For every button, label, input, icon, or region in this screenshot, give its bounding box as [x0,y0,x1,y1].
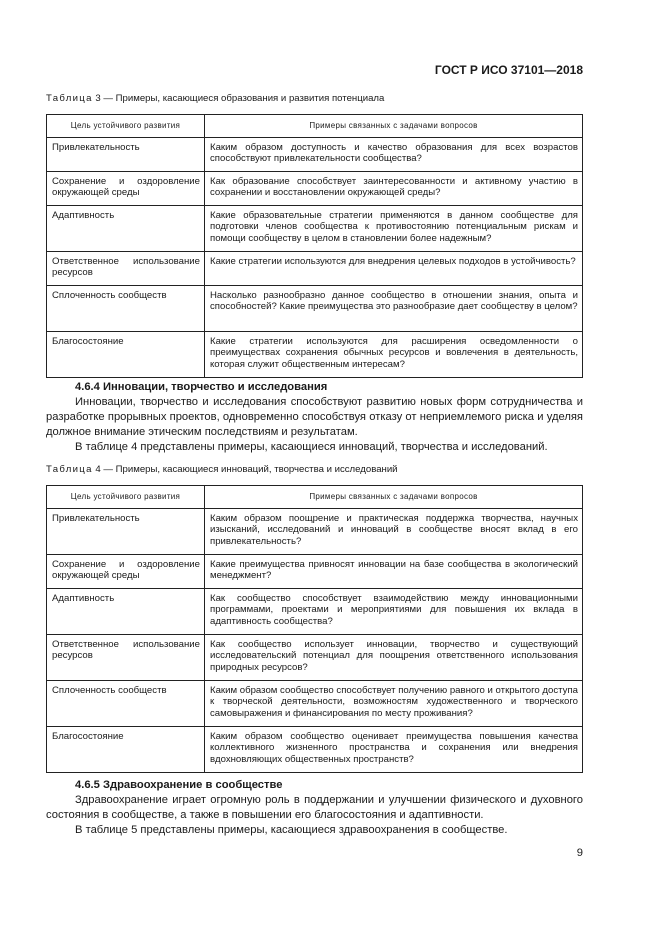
section-4-6-4-paragraph-1: Инновации, творчество и исследования способствуют развитию новых форм сотрудничества и разработке прорывных проектов, одновременно способствуя отказу от неприемлемого риска и уделяя должное внимание этическим последствиям и результатам. [46,396,583,438]
section-4-6-5-paragraph-2: В таблице 5 представлены примеры, касающиеся здравоохранения в сообществе. [75,824,508,836]
table4-goal-cell: Адаптивность [47,588,205,634]
section-4-6-5 [46,778,583,838]
table3-header-row [47,115,583,138]
table-row [47,588,583,634]
table-row [47,137,583,171]
table4-goal-cell: Благосостояние [47,726,205,772]
table-row [47,205,583,251]
table4-goal-cell: Сплоченность сообществ [47,680,205,726]
table-row [47,634,583,680]
table3-caption [46,93,384,104]
table4-caption-label: Таблица [46,464,93,475]
table3-goal-cell: Сохранение и оздоровление окружающей среды [47,171,205,205]
section-4-6-5-paragraph-1: Здравоохранение играет огромную роль в поддержании и улучшении физического и духовного состояния в сообществе, а также в повышении его благосостояния и адаптивности. [46,794,583,821]
table4 [46,485,583,773]
table4-col-questions: Примеры связанных с задачами вопросов [205,486,583,509]
table4-header-row [47,486,583,509]
section-4-6-4-paragraph-2: В таблице 4 представлены примеры, касающиеся инноваций, творчества и исследований. [75,441,548,453]
table3-question-cell: Насколько разнообразно данное сообщество в отношении знания, опыта и способностей? Какие преимущества это разнообразие дает сообществу в целом? [205,285,583,331]
standard-number: ГОСТ Р ИСО 37101—2018 [434,63,583,77]
table4-question-cell: Как сообщество способствует взаимодействию между инновационными программами, проектами и мероприятиями для повышения их вклада в адаптивность сообщества? [205,588,583,634]
table-row [47,680,583,726]
table3-goal-cell: Ответственное использование ресурсов [47,251,205,285]
table4-question-cell: Как сообщество использует инновации, творчество и существующий исследовательский потенциал для поощрения ответственного использования природных ресурсов? [205,634,583,680]
table4-question-cell: Каким образом сообщество оценивает преимущества повышения качества коллективного жизненного пространства и сохранения или внедрения вдохновляющих общественных пространств? [205,726,583,772]
table4-caption-text: 4 — Примеры, касающиеся инноваций, творчества и исследований [95,464,398,475]
table3-question-cell: Как образование способствует заинтересованности и активному участию в сохранении и восстановлении окружающей среды? [205,171,583,205]
table4-question-cell: Какие преимущества привносят инновации на базе сообщества в экологический менеджмент? [205,554,583,588]
table4-caption [46,464,398,475]
table4-col-goal: Цель устойчивого развития [47,486,205,509]
table3-question-cell: Какие стратегии используются для внедрения целевых подходов в устойчивость? [205,251,583,285]
table3 [46,114,583,378]
table3-question-cell: Какие образовательные стратегии применяются в данном сообществе для подготовки членов сообщества к противостоянию потенциальным рискам и помощи сообществу в целом в становлении более надежным? [205,205,583,251]
table-row [47,171,583,205]
table4-goal-cell: Сохранение и оздоровление окружающей среды [47,554,205,588]
table3-goal-cell: Привлекательность [47,137,205,171]
table3-goal-cell: Сплоченность сообществ [47,285,205,331]
table3-question-cell: Какие стратегии используются для расширения осведомленности о преимуществах сохранения обычных ресурсов и вовлечения в деятельность, которая служит общественным интересам? [205,331,583,377]
table3-caption-text: 3 — Примеры, касающиеся образования и развития потенциала [95,93,385,104]
table3-goal-cell: Адаптивность [47,205,205,251]
table4-question-cell: Каким образом сообщество способствует получению равного и открытого доступа к творческой деятельности, возможностям художественного и творческого самовыражения и финансирования по месту проживания? [205,680,583,726]
table3-caption-label: Таблица [46,93,93,104]
table3-col-goal: Цель устойчивого развития [47,115,205,138]
table4-goal-cell: Ответственное использование ресурсов [47,634,205,680]
table-row [47,554,583,588]
table-row [47,726,583,772]
section-4-6-5-heading: 4.6.5 Здравоохранение в сообществе [75,779,283,791]
page-number: 9 [576,847,583,859]
table-row [47,251,583,285]
section-4-6-4 [46,380,583,455]
table3-question-cell: Каким образом доступность и качество образования для всех возрастов способствуют привлекательности сообщества? [205,137,583,171]
section-4-6-4-heading: 4.6.4 Инновации, творчество и исследования [75,381,328,393]
table4-goal-cell: Привлекательность [47,508,205,554]
table3-goal-cell: Благосостояние [47,331,205,377]
table-row [47,285,583,331]
table-row [47,508,583,554]
table-row [47,331,583,377]
table4-question-cell: Каким образом поощрение и практическая поддержка творчества, научных изысканий, исследований и инноваций в сообществе вносят вклад в его привлекательность? [205,508,583,554]
table3-col-questions: Примеры связанных с задачами вопросов [205,115,583,138]
